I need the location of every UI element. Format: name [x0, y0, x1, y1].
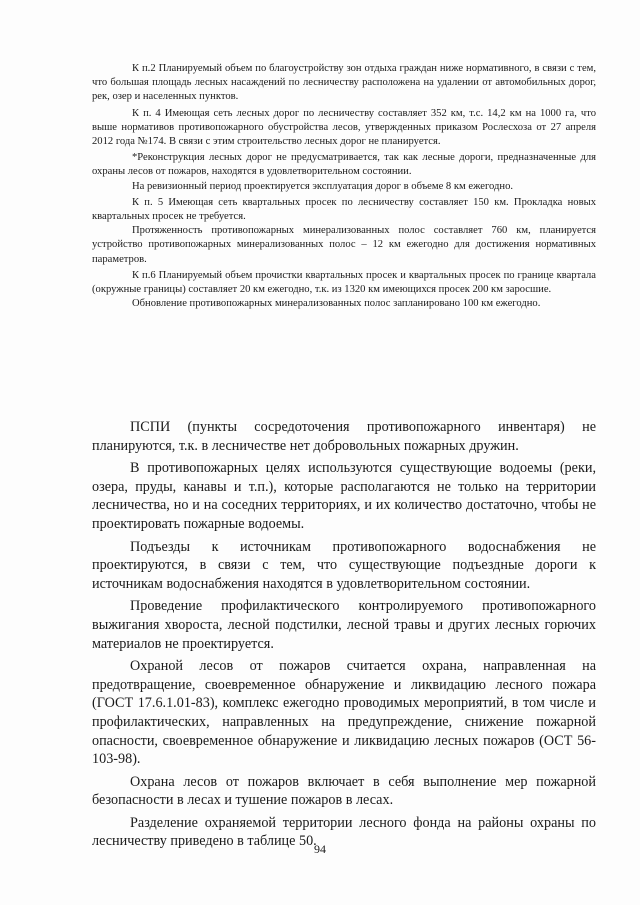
paragraph-protection-zones: Разделение охраняемой территории лесного фонда на районы охраны по лесничеству приведено в таблице 50.: [92, 814, 596, 850]
upper-text-block: [92, 62, 596, 313]
lower-text-block: [92, 418, 596, 851]
paragraph-fire-protection-measures: Охрана лесов от пожаров включает в себя выполнение мер пожарной безопасности в лесах и тушение пожаров в лесах.: [92, 773, 596, 809]
paragraph-mineralized-strips: Протяженность противопожарных минерализованных полос составляет 760 км, планируется устройство противопожарных минерализованных полос – 12 км ежегодно для достижения нормативных параметров.: [92, 225, 596, 265]
paragraph-fire-protection-definition: Охраной лесов от пожаров считается охрана, направленная на предотвращение, своевременное обнаружение и ликвидацию лесного пожара (ГОСТ 17.6.1.01-83), комплекс ежегодно проводимых мероприятий, в том числе и профилактических, направленных на предупреждение, снижение пожарной опасности, своевременное обнаружение и ликвидацию лесных пожаров (ОСТ 56-103-98).: [92, 658, 596, 768]
paragraph-strip-renewal: Обновление противопожарных минерализованных полос запланировано 100 км ежегодно.: [132, 298, 541, 310]
paragraph-water-bodies: В противопожарных целях используются существующие водоемы (реки, озера, пруды, канавы и т.п.), которые располагаются не только на территории лесничества, но и на соседних территориях, и их количество достаточно, чтобы не проектировать пожарные водоемы.: [92, 460, 596, 532]
page-number: 94: [314, 842, 326, 856]
paragraph-recreation-zones: К п.2 Планируемый объем по благоустройству зон отдыха граждан ниже нормативного, в связи с тем, что большая площадь лесных насаждений по лесничеству расположена на удалении от автомобильных дорог, рек, озер и населенных пунктов.: [92, 63, 596, 103]
paragraph-controlled-burning: Проведение профилактического контролируемого противопожарного выжигания хвороста, лесной подстилки, лесной травы и других лесных горючих материалов не проектируется.: [92, 598, 596, 652]
paragraph-water-access-roads: Подъезды к источникам противопожарного водоснабжения не проектируются, в связи с тем, что существующие подъездные дороги к источникам водоснабжения находятся в удовлетворительном состоянии.: [92, 538, 596, 592]
paragraph-clearing-cleanup: К п.6 Планируемый объем прочистки квартальных просек и квартальных просек по границе квартала (окружные границы) составляет 20 км ежегодно, т.к. из 1320 км имеющихся просек 200 км заросшие.: [92, 269, 596, 296]
paragraph-quarter-clearings: К п. 5 Имеющая сеть квартальных просек по лесничеству составляет 150 км. Прокладка новых квартальных просек не требуется.: [92, 196, 596, 223]
paragraph-road-maintenance: На ревизионный период проектируется эксплуатация дорог в объеме 8 км ежегодно.: [132, 180, 514, 192]
paragraph-forest-roads: К п. 4 Имеющая сеть лесных дорог по лесничеству составляет 352 км, т.с. 14,2 км на 1000 га, что выше нормативов противопожарного обустройства лесов, утвержденных приказом Рослесхоза от 27 апреля 2012 года №174. В связи с этим строительство лесных дорог не планируется.: [92, 107, 596, 148]
paragraph-pspi: ПСПИ (пункты сосредоточения противопожарного инвентаря) не планируются, т.к. в лесничестве нет добровольных пожарных дружин.: [92, 419, 596, 454]
paragraph-road-reconstruction: *Реконструкция лесных дорог не предусматривается, так как лесные дороги, предназначенные для охраны лесов от пожаров, находятся в удовлетворительном состоянии.: [92, 152, 596, 178]
